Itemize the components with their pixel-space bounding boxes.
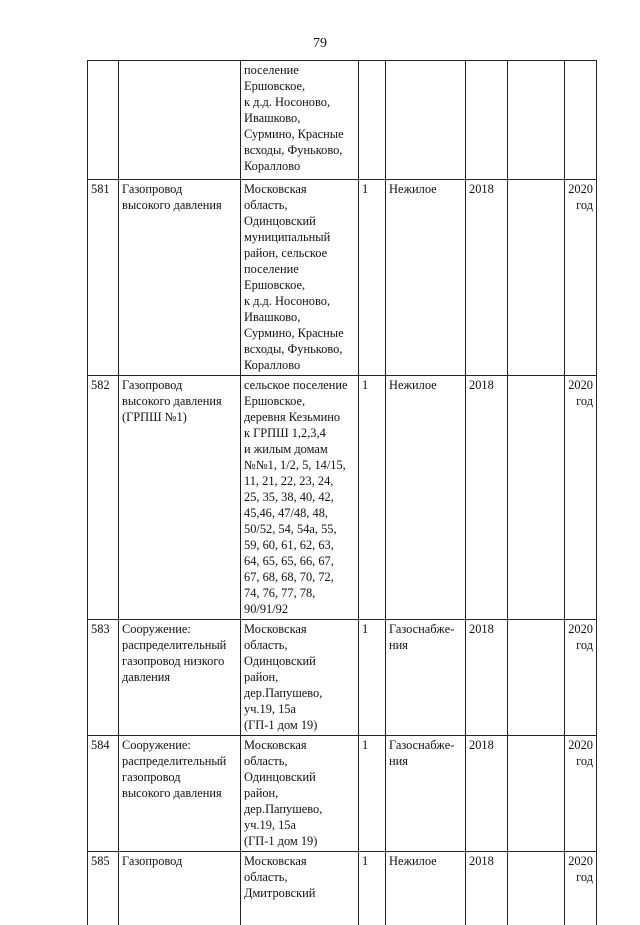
object-term: [565, 61, 597, 180]
object-quantity: 1: [359, 736, 386, 852]
object-quantity: 1: [359, 376, 386, 620]
table-row: [88, 376, 597, 620]
object-col7: [508, 736, 565, 852]
object-col7: [508, 852, 565, 925]
object-col7: [508, 376, 565, 620]
object-name: Газопровод: [119, 852, 241, 925]
object-year: 2018: [466, 736, 508, 852]
row-number: 584: [88, 736, 119, 852]
object-address: поселение Ершовское, к д.д. Носоново, Ивашково, Сурмино, Красные всходы, Фуньково, Кораллово: [241, 61, 359, 180]
object-term: 2020 год: [565, 852, 597, 925]
row-number: 582: [88, 376, 119, 620]
object-name: Газопровод высокого давления: [119, 180, 241, 376]
table-row: [88, 180, 597, 376]
row-number: 581: [88, 180, 119, 376]
registry-table: [87, 60, 597, 925]
object-quantity: 1: [359, 620, 386, 736]
object-term: 2020 год: [565, 376, 597, 620]
row-number: [88, 61, 119, 180]
object-year: [466, 61, 508, 180]
object-term: 2020 год: [565, 180, 597, 376]
page-number: 79: [0, 36, 640, 52]
row-number: 583: [88, 620, 119, 736]
object-year: 2018: [466, 620, 508, 736]
table-row: [88, 620, 597, 736]
object-quantity: 1: [359, 180, 386, 376]
object-address: Московская область, Одинцовский район, дер.Папушево, уч.19, 15а (ГП-1 дом 19): [241, 620, 359, 736]
object-address: Московская область, Одинцовский муниципальный район, сельское поселение Ершовское, к д.д. Носоново, Ивашково, Сурмино, Красные всходы, Фуньково, Кораллово: [241, 180, 359, 376]
row-number: 585: [88, 852, 119, 925]
object-name: [119, 61, 241, 180]
table-row: [88, 61, 597, 180]
object-name: Сооружение: распределительный газопровод высокого давления: [119, 736, 241, 852]
object-quantity: 1: [359, 852, 386, 925]
object-address: Московская область, Дмитровский: [241, 852, 359, 925]
object-name: Газопровод высокого давления (ГРПШ №1): [119, 376, 241, 620]
object-year: 2018: [466, 852, 508, 925]
object-purpose: Нежилое: [386, 180, 466, 376]
object-col7: [508, 180, 565, 376]
object-purpose: Газоснабже- ния: [386, 736, 466, 852]
table-row: [88, 852, 597, 925]
object-term: 2020 год: [565, 620, 597, 736]
object-col7: [508, 620, 565, 736]
object-col7: [508, 61, 565, 180]
object-purpose: [386, 61, 466, 180]
table-row: [88, 736, 597, 852]
object-address: Московская область, Одинцовский район, дер.Папушево, уч.19, 15а (ГП-1 дом 19): [241, 736, 359, 852]
object-year: 2018: [466, 376, 508, 620]
object-year: 2018: [466, 180, 508, 376]
object-term: 2020 год: [565, 736, 597, 852]
object-address: сельское поселение Ершовское, деревня Кезьмино к ГРПШ 1,2,3,4 и жилым домам №№1, 1/2, 5, 14/15, 11, 21, 22, 23, 24, 25, 35, 38, 40, 42, 45,46, 47/48, 48, 50/52, 54, 54а, 55, 59, 60, 61, 62, 63, 64, 65, 65, 66, 67, 67, 68, 68, 70, 72, 74, 76, 77, 78, 90/91/92: [241, 376, 359, 620]
object-purpose: Газоснабже- ния: [386, 620, 466, 736]
object-quantity: [359, 61, 386, 180]
object-name: Сооружение: распределительный газопровод низкого давления: [119, 620, 241, 736]
object-purpose: Нежилое: [386, 376, 466, 620]
object-purpose: Нежилое: [386, 852, 466, 925]
